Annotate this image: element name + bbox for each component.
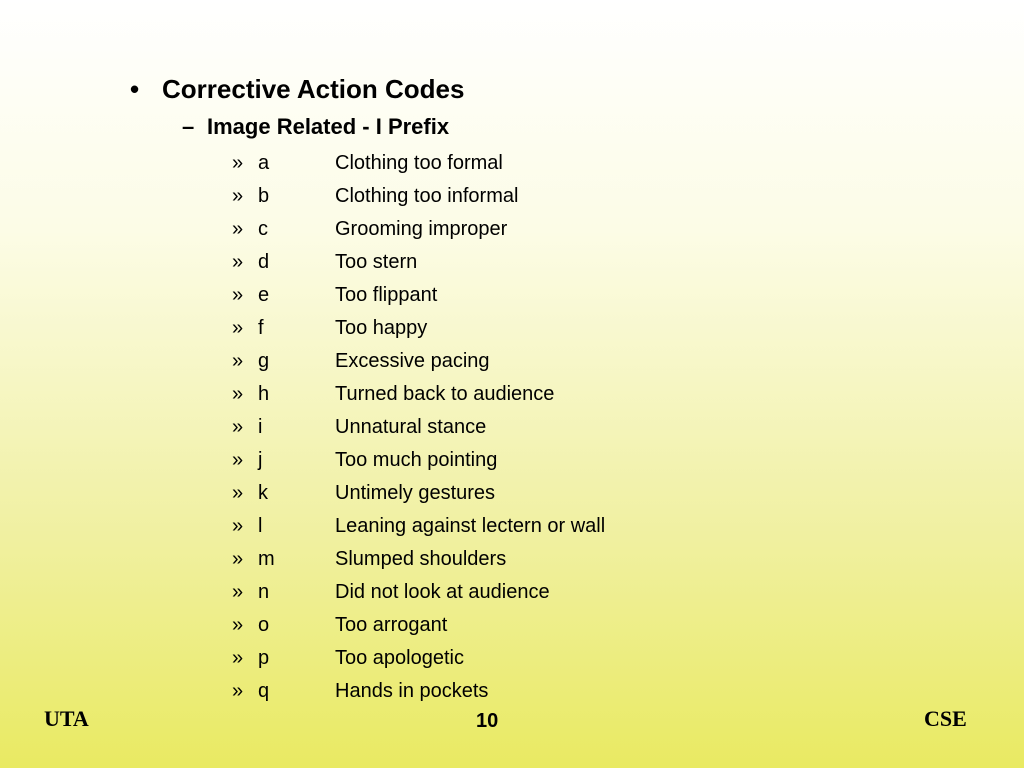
list-item — [232, 378, 605, 411]
raquo-icon: » — [232, 383, 244, 405]
list-item — [232, 642, 605, 675]
code-description: Too happy — [335, 317, 428, 339]
list-item — [232, 543, 605, 576]
code-letter: p — [258, 647, 270, 669]
page-number: 10 — [476, 710, 499, 732]
list-item — [232, 213, 605, 246]
heading — [130, 72, 464, 106]
code-description: Did not look at audience — [335, 581, 550, 603]
list-item — [232, 675, 605, 708]
code-letter: g — [258, 350, 270, 372]
raquo-icon: » — [232, 647, 244, 669]
list-item — [232, 147, 605, 180]
subheading — [182, 113, 449, 141]
code-letter: j — [258, 449, 263, 471]
code-letter: d — [258, 251, 270, 273]
code-letter: f — [258, 317, 264, 339]
code-description: Too much pointing — [335, 449, 498, 471]
raquo-icon: » — [232, 515, 244, 537]
raquo-icon: » — [232, 680, 244, 702]
subheading-text: Image Related - I Prefix — [207, 114, 450, 139]
code-letter: l — [258, 515, 263, 537]
raquo-icon: » — [232, 152, 244, 174]
raquo-icon: » — [232, 284, 244, 306]
raquo-icon: » — [232, 317, 244, 339]
code-letter: o — [258, 614, 270, 636]
code-description: Turned back to audience — [335, 383, 555, 405]
raquo-icon: » — [232, 185, 244, 207]
code-description: Clothing too formal — [335, 152, 503, 174]
dash-icon: – — [182, 114, 195, 139]
code-letter: c — [258, 218, 268, 240]
code-letter: h — [258, 383, 270, 405]
code-description: Leaning against lectern or wall — [335, 515, 606, 537]
code-letter: k — [258, 482, 268, 504]
list-item — [232, 180, 605, 213]
code-letter: n — [258, 581, 270, 603]
raquo-icon: » — [232, 449, 244, 471]
raquo-icon: » — [232, 482, 244, 504]
raquo-icon: » — [232, 581, 244, 603]
code-description: Clothing too informal — [335, 185, 519, 207]
list-item — [232, 477, 605, 510]
heading-text: Corrective Action Codes — [162, 74, 465, 104]
raquo-icon: » — [232, 614, 244, 636]
code-description: Too stern — [335, 251, 418, 273]
code-letter: b — [258, 185, 270, 207]
list-item — [232, 279, 605, 312]
raquo-icon: » — [232, 416, 244, 438]
bullet-icon: • — [130, 74, 140, 104]
code-description: Excessive pacing — [335, 350, 490, 372]
code-description: Unnatural stance — [335, 416, 487, 438]
code-list — [232, 147, 605, 708]
code-letter: i — [258, 416, 263, 438]
raquo-icon: » — [232, 218, 244, 240]
list-item — [232, 609, 605, 642]
list-item — [232, 444, 605, 477]
code-description: Hands in pockets — [335, 680, 489, 702]
list-item — [232, 345, 605, 378]
code-description: Grooming improper — [335, 218, 508, 240]
code-letter: a — [258, 152, 270, 174]
code-description: Slumped shoulders — [335, 548, 507, 570]
raquo-icon: » — [232, 350, 244, 372]
code-description: Too apologetic — [335, 647, 464, 669]
list-item — [232, 411, 605, 444]
code-description: Untimely gestures — [335, 482, 496, 504]
list-item — [232, 510, 605, 543]
code-description: Too flippant — [335, 284, 438, 306]
raquo-icon: » — [232, 548, 244, 570]
code-description: Too arrogant — [335, 614, 448, 636]
footer-left-label: UTA — [44, 706, 89, 731]
list-item — [232, 246, 605, 279]
code-letter: q — [258, 680, 270, 702]
list-item — [232, 312, 605, 345]
list-item — [232, 576, 605, 609]
footer-right-label: CSE — [924, 706, 967, 731]
code-letter: e — [258, 284, 270, 306]
raquo-icon: » — [232, 251, 244, 273]
code-letter: m — [258, 548, 275, 570]
